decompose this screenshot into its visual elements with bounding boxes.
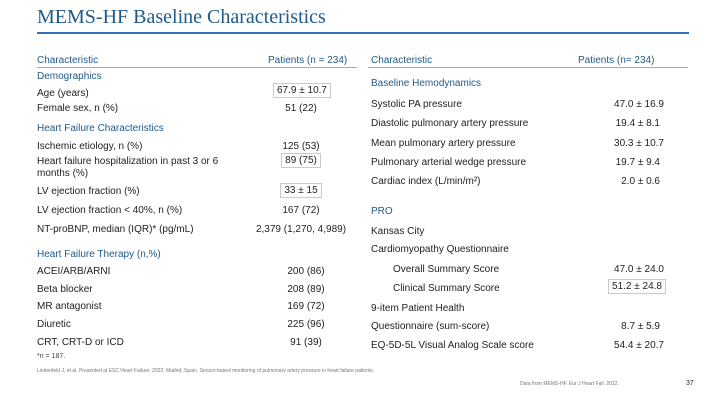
row-age-value: 67.9 ± 10.7 [273, 83, 331, 98]
row-acei-value: 200 (86) [287, 266, 325, 277]
section-hf-characteristics: Heart Failure Characteristics [37, 123, 164, 134]
row-eq-label: EQ-5D-5L Visual Analog Scale score [371, 340, 534, 351]
row-lvef-value: 33 ± 15 [280, 183, 321, 198]
row-diuretic-value: 225 (96) [287, 319, 325, 330]
row-dpa-value: 19.4 ± 8.1 [615, 118, 660, 129]
row-spa-value: 47.0 ± 16.9 [614, 99, 664, 110]
source-footnote: Data from MEMS-HF. Eur J Heart Fail. 2022. [520, 381, 619, 387]
row-diuretic-label: Diuretic [37, 319, 71, 330]
row-crt-value: 91 (39) [290, 337, 322, 348]
row-ischemic-value: 125 (53) [282, 141, 320, 152]
row-lvef40-value: 167 (72) [282, 205, 320, 216]
row-spa-label: Systolic PA pressure [371, 99, 462, 110]
row-mpa-value: 30.3 ± 10.7 [614, 138, 664, 149]
row-ischemic-label: Ischemic etiology, n (%) [37, 141, 143, 152]
reference-footnote: Lindenfeld J, et al. Presented at ESC Heart Failure; 2022; Madrid, Spain. Sensor-based monitoring of pulmonary artery pressure in heart failure patients. [37, 368, 375, 374]
page-number: 37 [686, 380, 694, 387]
row-kccq-line1: Kansas City [371, 226, 425, 237]
row-dpa-label: Diastolic pulmonary artery pressure [371, 118, 529, 129]
row-ci-value: 2.0 ± 0.6 [621, 176, 660, 187]
row-ntprobnp-label: NT-proBNP, median (IQR)* (pg/mL) [37, 224, 194, 235]
row-pcwp-value: 19.7 ± 9.4 [615, 157, 660, 168]
row-hf-hosp-value: 89 (75) [281, 153, 321, 168]
row-mra-value: 169 (72) [287, 301, 325, 312]
row-overall-label: Overall Summary Score [393, 264, 500, 275]
row-acei-label: ACEI/ARB/ARNI [37, 266, 111, 277]
row-female-value: 51 (22) [285, 103, 317, 114]
section-demographics: Demographics [37, 71, 102, 82]
right-header-divider [368, 67, 688, 68]
left-header-divider [37, 67, 357, 68]
row-ntprobnp-value: 2,379 (1,270, 4,989) [255, 224, 347, 235]
row-eq-value: 54.4 ± 20.7 [614, 340, 664, 351]
row-crt-label: CRT, CRT-D or ICD [37, 337, 124, 348]
section-hemodynamics: Baseline Hemodynamics [371, 78, 482, 89]
row-phq-label: 9-item Patient Health [371, 303, 465, 314]
footnote: *n = 187. [37, 353, 66, 360]
row-hf-hosp-label: Heart failure hospitalization in past 3 or 6 months (%) [37, 156, 219, 179]
section-hf-therapy: Heart Failure Therapy (n,%) [37, 249, 161, 260]
row-pcwp-label: Pulmonary arterial wedge pressure [371, 157, 527, 168]
right-header-characteristic: Characteristic [371, 55, 433, 66]
row-overall-value: 47.0 ± 24.0 [614, 264, 664, 275]
page-title: MEMS-HF Baseline Characteristics [37, 6, 326, 28]
row-clinical-label: Clinical Summary Score [393, 283, 500, 294]
row-kccq-line2: Cardiomyopathy Questionnaire [371, 244, 509, 255]
left-header-characteristic: Characteristic [37, 55, 99, 66]
right-header-patients: Patients (n= 234) [578, 55, 655, 66]
row-mra-label: MR antagonist [37, 301, 102, 312]
row-quest-label: Questionnaire (sum-score) [371, 321, 490, 332]
row-age-label: Age (years) [37, 88, 89, 99]
left-header-patients: Patients (n = 234) [268, 55, 348, 66]
row-clinical-value: 51.2 ± 24.8 [608, 279, 666, 294]
row-female-label: Female sex, n (%) [37, 103, 119, 114]
row-lvef40-label: LV ejection fraction < 40%, n (%) [37, 205, 183, 216]
row-quest-value: 8.7 ± 5.9 [621, 321, 660, 332]
row-mpa-label: Mean pulmonary artery pressure [371, 138, 516, 149]
row-lvef-label: LV ejection fraction (%) [37, 186, 140, 197]
row-beta-label: Beta blocker [37, 284, 93, 295]
title-rule [37, 32, 689, 34]
row-ci-label: Cardiac index (L/min/m²) [371, 176, 481, 187]
row-beta-value: 208 (89) [287, 284, 325, 295]
section-pro: PRO [371, 206, 393, 217]
